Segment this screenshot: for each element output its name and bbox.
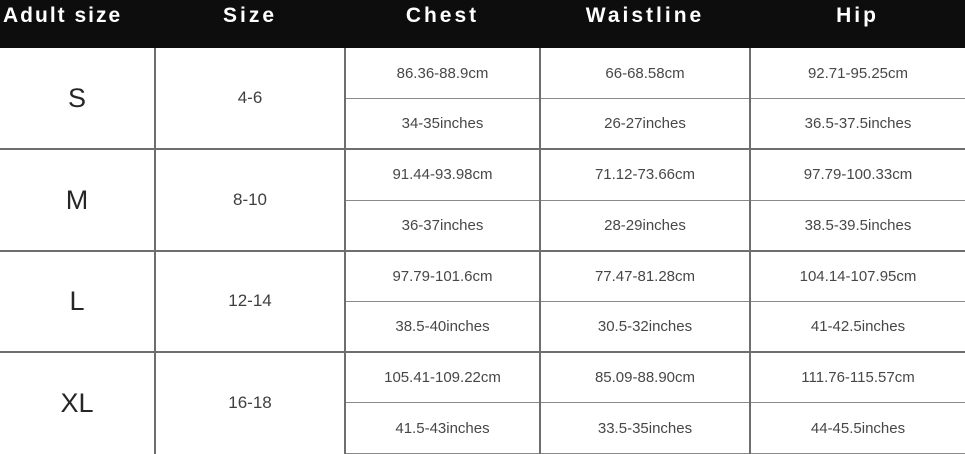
size-range-s: 4-6 xyxy=(155,48,345,149)
header-size: Size xyxy=(155,0,345,48)
hip-cm-m: 97.79-100.33cm xyxy=(750,149,965,200)
size-label-s: S xyxy=(0,48,155,149)
waistline-inches-s: 26-27inches xyxy=(540,99,750,150)
header-hip: Hip xyxy=(750,0,965,48)
hip-cm-s: 92.71-95.25cm xyxy=(750,48,965,99)
size-label-l: L xyxy=(0,251,155,352)
size-range-xl: 16-18 xyxy=(155,352,345,453)
hip-cm-xl: 111.76-115.57cm xyxy=(750,352,965,403)
waistline-inches-l: 30.5-32inches xyxy=(540,301,750,352)
table-row-m-cm xyxy=(0,149,965,200)
chest-inches-xl: 41.5-43inches xyxy=(345,403,540,454)
table-body xyxy=(0,48,965,454)
chest-cm-l: 97.79-101.6cm xyxy=(345,251,540,302)
size-label-m: M xyxy=(0,149,155,250)
chest-cm-s: 86.36-88.9cm xyxy=(345,48,540,99)
chest-inches-l: 38.5-40inches xyxy=(345,301,540,352)
chest-inches-m: 36-37inches xyxy=(345,200,540,251)
waistline-cm-xl: 85.09-88.90cm xyxy=(540,352,750,403)
waistline-cm-m: 71.12-73.66cm xyxy=(540,149,750,200)
hip-inches-s: 36.5-37.5inches xyxy=(750,99,965,150)
size-range-m: 8-10 xyxy=(155,149,345,250)
chest-cm-m: 91.44-93.98cm xyxy=(345,149,540,200)
header-chest: Chest xyxy=(345,0,540,48)
waistline-cm-s: 66-68.58cm xyxy=(540,48,750,99)
header-adult-size: Adult size xyxy=(0,0,155,48)
chest-inches-s: 34-35inches xyxy=(345,99,540,150)
header-waistline: Waistline xyxy=(540,0,750,48)
hip-inches-xl: 44-45.5inches xyxy=(750,403,965,454)
table-header xyxy=(0,0,965,48)
hip-inches-m: 38.5-39.5inches xyxy=(750,200,965,251)
table-row-s-cm xyxy=(0,48,965,99)
size-label-xl: XL xyxy=(60,387,94,418)
size-range-l: 12-14 xyxy=(155,251,345,352)
hip-cm-l: 104.14-107.95cm xyxy=(750,251,965,302)
hip-inches-l: 41-42.5inches xyxy=(750,301,965,352)
waistline-inches-m: 28-29inches xyxy=(540,200,750,251)
waistline-cm-l: 77.47-81.28cm xyxy=(540,251,750,302)
chest-cm-xl: 105.41-109.22cm xyxy=(345,352,540,403)
table-row-l-cm xyxy=(0,251,965,302)
table-row-xl-cm xyxy=(0,352,965,403)
header-row xyxy=(0,0,965,48)
waistline-inches-xl: 33.5-35inches xyxy=(540,403,750,454)
